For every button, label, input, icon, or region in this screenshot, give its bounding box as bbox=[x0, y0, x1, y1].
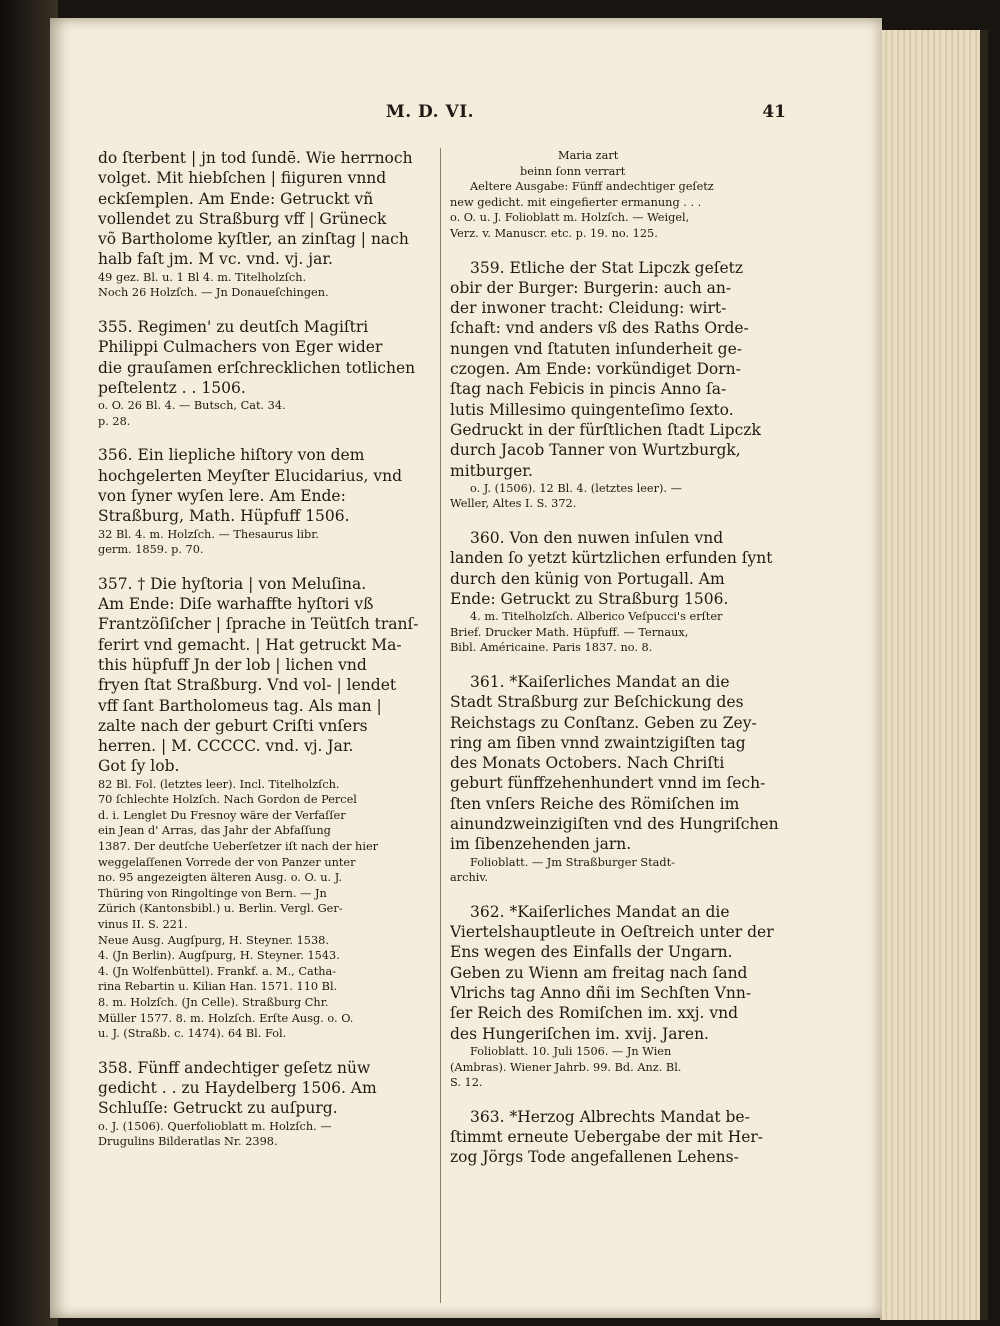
entry-gap bbox=[450, 656, 790, 672]
citation-line: 4. (Jn Wolfenbüttel). Frankf. a. M., Catha- bbox=[98, 964, 337, 978]
page-block-edges bbox=[880, 30, 988, 1320]
text-line: ſten vnſers Reiche des Römiſchen im bbox=[450, 794, 740, 813]
citation-line: o. O. u. J. Folioblatt m. Holzſch. — Weigel, bbox=[450, 211, 690, 225]
text-line: Ende: Getruckt zu Straßburg 1506. bbox=[450, 589, 729, 608]
text-line: fryen ſtat Straßburg. Vnd vol- | lendet bbox=[98, 676, 397, 695]
citation-line: d. i. Lenglet Du Fresnoy wäre der Verfaſſer bbox=[98, 808, 346, 822]
text-line: geburt fünffzehenhundert vnnd im ſech- bbox=[450, 774, 766, 793]
text-line: im ſibenzehenden jarn. bbox=[450, 835, 632, 854]
text-line: volget. Mit hiebſchen | fiiguren vnnd bbox=[98, 169, 387, 188]
text-line: 360. Von den nuwen inſulen vnd bbox=[470, 529, 724, 548]
citation-line: p. 28. bbox=[98, 414, 131, 428]
citation-line: Folioblatt. — Jm Straßburger Stadt- bbox=[470, 855, 675, 869]
text-line: Frantzöſiſcher | ſprache in Teütſch tranſ- bbox=[98, 615, 419, 634]
citation-line: Thüring von Ringoltinge von Bern. — Jn bbox=[98, 886, 327, 900]
text-line: Vlrichs tag Anno dñi im Sechſten Vnn- bbox=[450, 984, 752, 1003]
text-line: vollendet zu Straßburg vff | Grüneck bbox=[98, 209, 387, 228]
citation-line: new gedicht. mit eingefierter ermanung . . . bbox=[450, 195, 702, 209]
entry-gap bbox=[98, 301, 434, 317]
text-line: durch den künig von Portugall. Am bbox=[450, 569, 725, 588]
text-line: von ſyner wyſen lere. Am Ende: bbox=[98, 486, 346, 505]
text-line: der inwoner tracht: Cleidung: wirt- bbox=[450, 299, 727, 318]
entry-gap bbox=[98, 1042, 434, 1058]
entry-gap bbox=[450, 1091, 790, 1107]
text-line: Am Ende: Diſe warhaffte hyſtori vß bbox=[98, 595, 374, 614]
citation-line: Weller, Altes I. S. 372. bbox=[450, 497, 577, 511]
text-line: 359. Etliche der Stat Lipczk geſetz bbox=[470, 258, 744, 277]
citation-line: germ. 1859. p. 70. bbox=[98, 543, 204, 557]
text-line: obir der Burger: Burgerin: auch an- bbox=[450, 278, 732, 297]
entry-gap bbox=[98, 429, 434, 445]
text-line: 357. † Die hyſtoria | von Meluſina. bbox=[98, 574, 367, 593]
text-line: herren. | M. CCCCC. vnd. vj. Jar. bbox=[98, 737, 354, 756]
text-line: nungen vnd ſtatuten inſunderheit ge- bbox=[450, 339, 743, 358]
citation-line: 4. m. Titelholzſch. Alberico Veſpucci's erſter bbox=[470, 610, 723, 624]
citation-line: beinn ſonn verrart bbox=[520, 164, 626, 178]
citation-line: Aeltere Ausgabe: Fünff andechtiger geſetz bbox=[470, 180, 714, 194]
citation-line: o. J. (1506). Querfolioblatt m. Holzſch. — bbox=[98, 1119, 332, 1133]
text-line: this hüpfuff Jn der lob | lichen vnd bbox=[98, 655, 367, 674]
citation-line: weggelaſſenen Vorrede der von Panzer unter bbox=[98, 855, 356, 869]
text-line: die grauſamen erſchrecklichen totlichen bbox=[98, 358, 416, 377]
text-line: zalte nach der geburt Criſti vnſers bbox=[98, 716, 368, 735]
text-line: Reichstags zu Conſtanz. Geben zu Zey- bbox=[450, 713, 757, 732]
text-line: durch Jacob Tanner von Wurtzburgk, bbox=[450, 441, 741, 460]
text-line: Got ſy lob. bbox=[98, 757, 180, 776]
citation-line: S. 12. bbox=[450, 1076, 483, 1090]
text-line: ſer Reich des Romiſchen im. xxj. vnd bbox=[450, 1004, 739, 1023]
text-line: ſchaft: vnd anders vß des Raths Orde- bbox=[450, 319, 749, 338]
citation-line: vinus II. S. 221. bbox=[98, 918, 188, 932]
citation-line: 70 ſchlechte Holzſch. Nach Gordon de Percel bbox=[98, 793, 357, 807]
citation-line: Müller 1577. 8. m. Holzſch. Erſte Ausg. o. O. bbox=[98, 1011, 354, 1025]
citation-line: no. 95 angezeigten älteren Ausg. o. O. u. J. bbox=[98, 871, 342, 885]
text-line: Schluſſe: Getruckt zu auſpurg. bbox=[98, 1099, 338, 1118]
text-line: zog Jörgs Tode angefallenen Lehens- bbox=[450, 1148, 739, 1167]
text-line: lutis Millesimo quingenteſimo ſexto. bbox=[450, 400, 734, 419]
text-line: ſtag nach Febicis in pincis Anno ſa- bbox=[450, 380, 727, 399]
text-line: 358. Fünff andechtiger geſetz nüw bbox=[98, 1058, 371, 1077]
text-line: Geben zu Wienn am freitag nach ſand bbox=[450, 963, 748, 982]
citation-line: 4. (Jn Berlin). Augſpurg, H. Steyner. 1543. bbox=[98, 949, 340, 963]
text-line: 362. *Kaiſerliches Mandat an die bbox=[470, 902, 730, 921]
citation-line: o. O. 26 Bl. 4. — Butsch, Cat. 34. bbox=[98, 399, 286, 413]
text-line: eckſemplen. Am Ende: Getruckt vñ bbox=[98, 189, 374, 208]
text-line: Philippi Culmachers von Eger wider bbox=[98, 338, 383, 357]
text-line: võ Bartholome kyſtler, an zinſtag | nach bbox=[98, 230, 409, 249]
citation-line: ein Jean d' Arras, das Jahr der Abfaſſung bbox=[98, 824, 331, 838]
column-divider bbox=[440, 148, 441, 1303]
text-line: hochgelerten Meyſter Elucidarius, vnd bbox=[98, 466, 403, 485]
text-line: 355. Regimen' zu deutſch Magiſtri bbox=[98, 317, 369, 336]
text-line: 361. *Kaiſerliches Mandat an die bbox=[470, 672, 730, 691]
citation-line: Bibl. Américaine. Paris 1837. no. 8. bbox=[450, 641, 653, 655]
citation-line: u. J. (Straßb. c. 1474). 64 Bl. Fol. bbox=[98, 1027, 287, 1041]
text-line: peſtelentz . . 1506. bbox=[98, 378, 246, 397]
page-header bbox=[50, 102, 882, 128]
running-title: M. D. VI. bbox=[385, 102, 475, 122]
text-line: Viertelshauptleute in Oeſtreich unter der bbox=[450, 923, 774, 942]
text-line: Stadt Straßburg zur Beſchickung des bbox=[450, 693, 744, 712]
citation-line: (Ambras). Wiener Jahrb. 99. Bd. Anz. Bl. bbox=[450, 1060, 682, 1074]
citation-line: Brief. Drucker Math. Hüpfuff. — Ternaux, bbox=[450, 625, 689, 639]
citation-line: 32 Bl. 4. m. Holzſch. — Thesaurus libr. bbox=[98, 527, 319, 541]
text-line: ainundzweinzigiſten vnd des Hungriſchen bbox=[450, 815, 779, 834]
text-line: des Hungeriſchen im. xvij. Jaren. bbox=[450, 1024, 709, 1043]
text-line: 363. *Herzog Albrechts Mandat be- bbox=[470, 1107, 750, 1126]
citation-line: rina Rebartin u. Kilian Han. 1571. 110 Bl. bbox=[98, 980, 338, 994]
citation-line: 8. m. Holzſch. (Jn Celle). Straßburg Chr. bbox=[98, 996, 329, 1009]
citation-line: archiv. bbox=[450, 871, 488, 885]
citation-line: Maria zart bbox=[558, 149, 619, 162]
text-line: mitburger. bbox=[450, 461, 533, 480]
citation-line: o. J. (1506). 12 Bl. 4. (letztes leer). — bbox=[470, 481, 682, 495]
page-number: 41 bbox=[762, 102, 786, 122]
entry-gap bbox=[450, 512, 790, 528]
citation-line: Neue Ausg. Augſpurg, H. Steyner. 1538. bbox=[98, 933, 329, 947]
text-line: Gedruckt in der fürſtlichen ſtadt Lipczk bbox=[450, 420, 761, 439]
text-line: ſtimmt erneute Uebergabe der mit Her- bbox=[450, 1128, 764, 1146]
citation-line: Noch 26 Holzſch. — Jn Donaueſchingen. bbox=[98, 286, 329, 300]
entry-gap bbox=[450, 242, 790, 258]
text-line: landen ſo yetzt kürtzlichen erfunden ſynt bbox=[450, 549, 773, 568]
citation-line: 82 Bl. Fol. (letztes leer). Incl. Titelholzſch. bbox=[98, 777, 340, 791]
text-line: ferirt vnd gemacht. | Hat getruckt Ma- bbox=[98, 635, 402, 654]
entry-gap bbox=[450, 886, 790, 902]
citation-line: 1387. Der deutſche Ueberſetzer iſt nach der hier bbox=[98, 840, 379, 854]
text-line: do ſterbent | jn tod ſundē. Wie herrnoch bbox=[98, 149, 413, 167]
entry-gap bbox=[98, 558, 434, 574]
text-line: Straßburg, Math. Hüpfuff 1506. bbox=[98, 507, 350, 526]
right-column bbox=[450, 148, 790, 1168]
text-line: ring am ſiben vnnd zwaintzigiſten tag bbox=[450, 733, 746, 752]
text-line: gedicht . . zu Haydelberg 1506. Am bbox=[98, 1079, 377, 1098]
text-line: des Monats Octobers. Nach Chriſti bbox=[450, 754, 725, 773]
text-line: 356. Ein liepliche hiſtory von dem bbox=[98, 446, 365, 465]
book-page bbox=[50, 18, 882, 1318]
citation-line: 49 gez. Bl. u. 1 Bl 4. m. Titelholzſch. bbox=[98, 270, 307, 284]
text-line: halb faſt jm. M vc. vnd. vj. jar. bbox=[98, 250, 333, 269]
citation-line: Verz. v. Manuscr. etc. p. 19. no. 125. bbox=[450, 226, 658, 240]
citation-line: Zürich (Kantonsbibl.) u. Berlin. Vergl. Ger- bbox=[98, 902, 343, 916]
text-line: Ens wegen des Einfalls der Ungarn. bbox=[450, 943, 733, 962]
left-column bbox=[98, 148, 434, 1150]
text-line: czogen. Am Ende: vorkündiget Dorn- bbox=[450, 360, 741, 379]
citation-line: Folioblatt. 10. Juli 1506. — Jn Wien bbox=[470, 1044, 672, 1058]
text-line: vff ſant Bartholomeus tag. Als man | bbox=[98, 696, 382, 715]
citation-line: Drugulins Bilderatlas Nr. 2398. bbox=[98, 1135, 278, 1149]
